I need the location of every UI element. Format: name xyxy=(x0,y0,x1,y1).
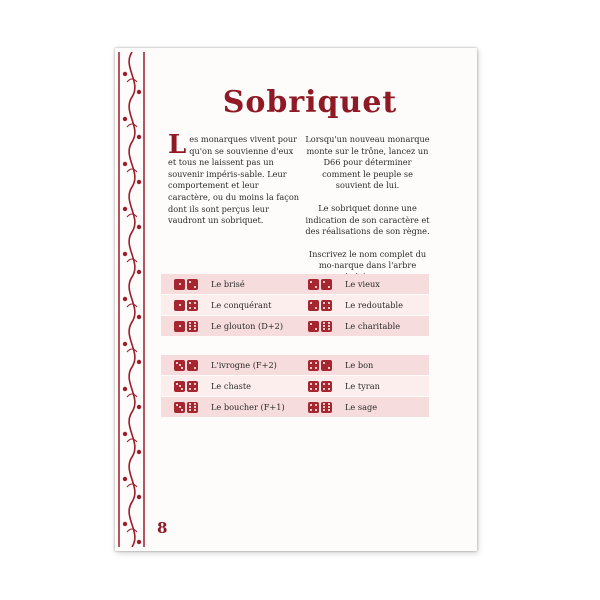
die-face-1-icon xyxy=(174,300,185,311)
page-title: Sobriquet xyxy=(222,85,398,120)
die-face-4-icon xyxy=(308,402,319,413)
intro-paragraph xyxy=(168,130,303,227)
sobriquet-label: Le charitable xyxy=(345,321,401,331)
table-row xyxy=(161,316,429,336)
book-page xyxy=(115,48,477,551)
dice-roll xyxy=(161,279,211,290)
sobriquet-entry xyxy=(161,397,295,417)
die-face-1-icon xyxy=(174,279,185,290)
sobriquet-label: Le glouton (D+2) xyxy=(211,321,284,331)
drop-cap: L xyxy=(168,130,187,160)
ornamental-border xyxy=(118,52,146,547)
die-face-2-icon xyxy=(187,360,198,371)
dice-roll xyxy=(295,402,345,413)
die-face-2-icon xyxy=(321,360,332,371)
dice-roll xyxy=(161,402,211,413)
page-number: 8 xyxy=(157,519,168,537)
table-row xyxy=(161,295,429,315)
sobriquet-tables xyxy=(161,274,429,418)
sobriquet-entry xyxy=(161,295,295,315)
sobriquet-label: Le tyran xyxy=(345,381,380,391)
sobriquet-entry xyxy=(295,316,429,336)
die-face-6-icon xyxy=(321,402,332,413)
sobriquet-entry xyxy=(295,376,429,396)
dice-roll xyxy=(295,279,345,290)
sobriquet-label: L'ivrogne (F+2) xyxy=(211,360,277,370)
sobriquet-entry xyxy=(295,397,429,417)
die-face-6-icon xyxy=(321,321,332,332)
sobriquet-label: Le boucher (F+1) xyxy=(211,402,285,412)
sobriquet-label: Le vieux xyxy=(345,279,380,289)
dice-roll xyxy=(161,360,211,371)
die-face-2-icon xyxy=(308,279,319,290)
die-face-1-icon xyxy=(174,321,185,332)
die-face-3-icon xyxy=(174,402,185,413)
sobriquet-label: Le conquérant xyxy=(211,300,272,310)
die-face-4-icon xyxy=(187,300,198,311)
die-face-4-icon xyxy=(321,300,332,311)
die-face-4-icon xyxy=(308,381,319,392)
dice-roll xyxy=(295,360,345,371)
sobriquet-entry xyxy=(161,355,295,375)
die-face-2-icon xyxy=(308,321,319,332)
dice-roll xyxy=(161,321,211,332)
sobriquet-entry xyxy=(295,295,429,315)
sobriquet-label: Le redoutable xyxy=(345,300,403,310)
die-face-4-icon xyxy=(321,381,332,392)
die-face-6-icon xyxy=(187,402,198,413)
instruction-paragraph: Inscrivez le nom complet du mo-narque dans l'arbre xyxy=(308,248,427,271)
die-face-3-icon xyxy=(174,381,185,392)
instruction-paragraph: Lorsqu'un nouveau monarque monte sur le trône, lancez un D66 pour déterminer comment le peuple se souvient de lui. xyxy=(305,134,430,191)
table-row xyxy=(161,274,429,294)
table-row xyxy=(161,397,429,417)
die-face-6-icon xyxy=(187,321,198,332)
sobriquet-entry xyxy=(161,274,295,294)
intro-text: es monarques vivent pour qu'on se souvienne d'eux et tous ne laissent pas un souvenir impéris-sable. Leur comportement et leur caractère, ou du moins la façon dont ils sont perçus leur vaudront un sobriquet. xyxy=(168,134,300,226)
instruction-paragraph: Le sobriquet donne une indication de son caractère et des réalisations de son règne. xyxy=(305,202,430,237)
dice-roll xyxy=(161,381,211,392)
sobriquet-entry xyxy=(161,316,295,336)
instructions-column xyxy=(305,134,430,295)
table-row xyxy=(161,355,429,375)
dice-roll xyxy=(295,300,345,311)
die-face-3-icon xyxy=(174,360,185,371)
dice-roll xyxy=(161,300,211,311)
dice-roll xyxy=(295,321,345,332)
die-face-4-icon xyxy=(308,360,319,371)
dice-roll xyxy=(295,381,345,392)
table-row xyxy=(161,376,429,396)
die-face-2-icon xyxy=(321,279,332,290)
die-face-4-icon xyxy=(187,381,198,392)
sobriquet-label: Le sage xyxy=(345,402,378,412)
sobriquet-label: Le chaste xyxy=(211,381,251,391)
sobriquet-entry xyxy=(295,355,429,375)
sobriquet-label: Le brisé xyxy=(211,279,245,289)
sobriquet-entry xyxy=(295,274,429,294)
sobriquet-entry xyxy=(161,376,295,396)
die-face-2-icon xyxy=(308,300,319,311)
sobriquet-label: Le bon xyxy=(345,360,374,370)
die-face-2-icon xyxy=(187,279,198,290)
